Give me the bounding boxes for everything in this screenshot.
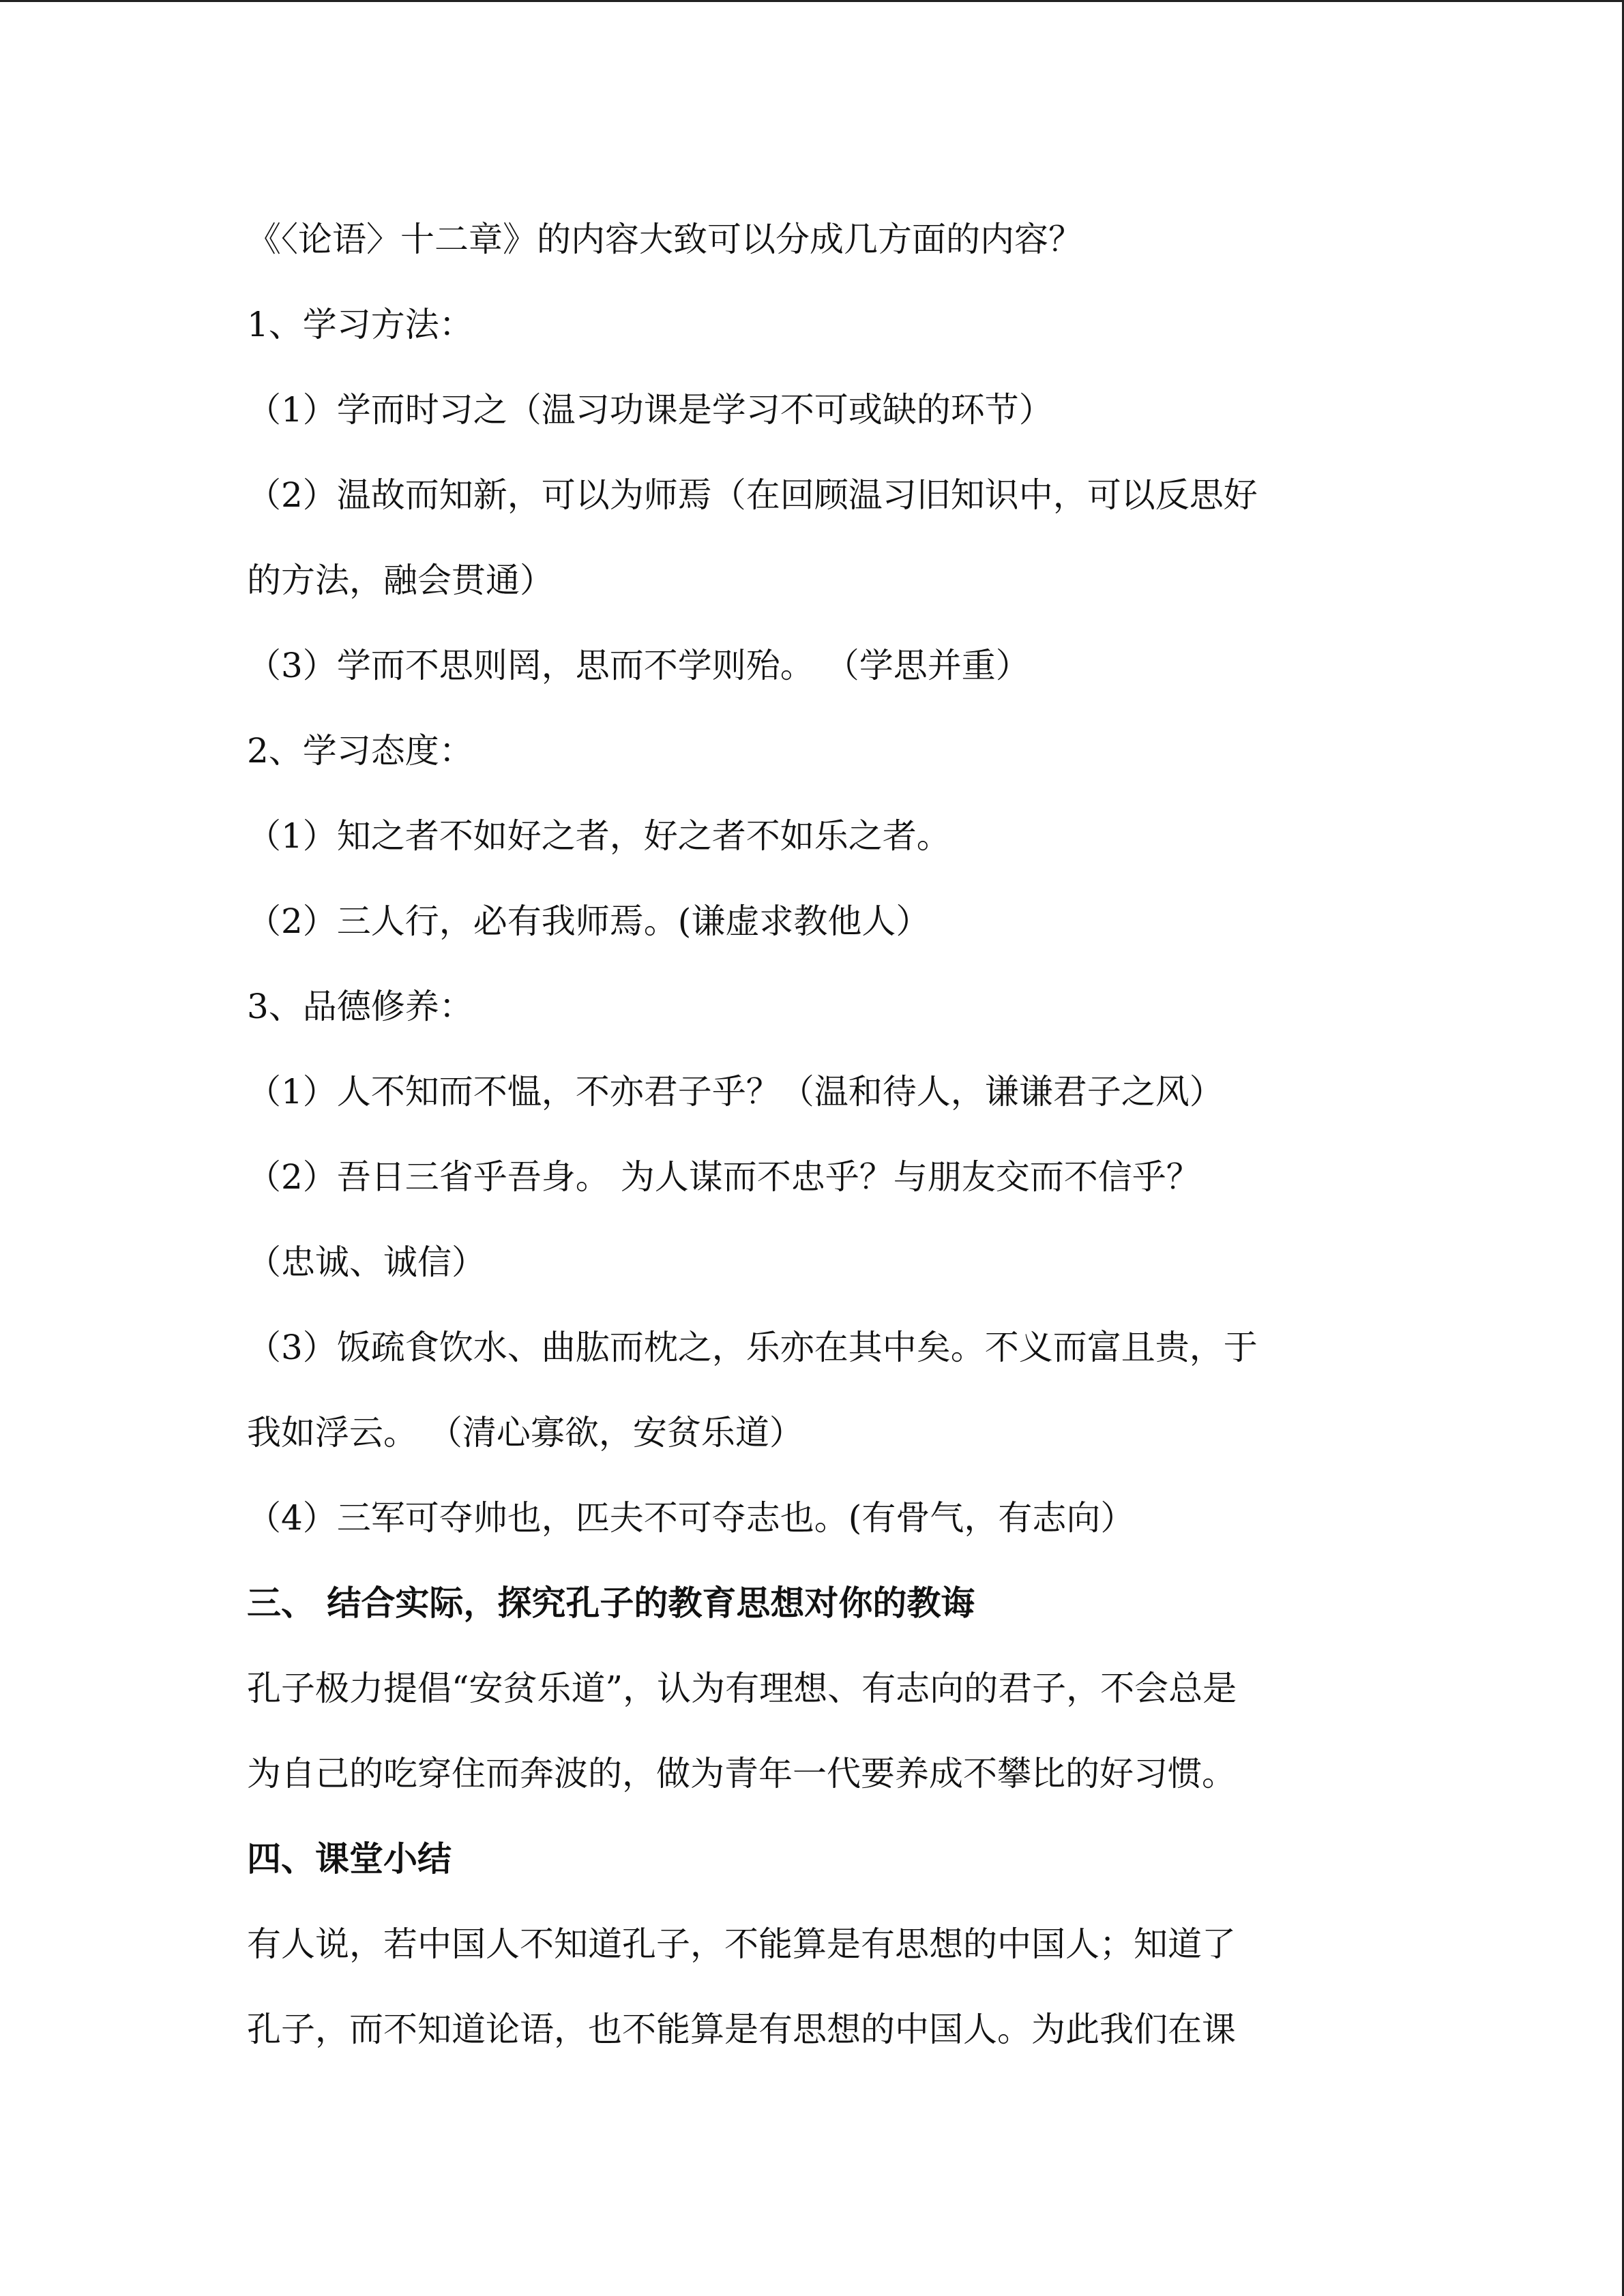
text-line: （2）三人行，必有我师焉。(谦虚求教他人） xyxy=(247,901,930,941)
text-line: （3）学而不思则罔，思而不学则殆。 （学思并重） xyxy=(247,646,1030,685)
heading-section-four: 四、课堂小结 xyxy=(247,1839,452,1879)
text-line: （1）知之者不如好之者，好之者不如乐之者。 xyxy=(247,816,951,856)
section-learning-method: 1、学习方法： xyxy=(247,305,473,344)
page-top-border xyxy=(0,0,1624,2)
text-line: （3）饭疏食饮水、曲肱而枕之，乐亦在其中矣。不义而富且贵，于 xyxy=(247,1328,1258,1367)
text-line: （1）学而时习之（温习功课是学习不可或缺的环节） xyxy=(247,390,1053,430)
section-learning-attitude: 2、学习态度： xyxy=(247,731,473,771)
section-moral-cultivation: 3、品德修养： xyxy=(247,987,473,1026)
text-line: 我如浮云。 （清心寡欲，安贫乐道） xyxy=(247,1413,803,1452)
text-line: （4）三军可夺帅也，匹夫不可夺志也。(有骨气，有志向） xyxy=(247,1498,1135,1538)
heading-section-three: 三、 结合实际，探究孔子的教育思想对你的教诲 xyxy=(247,1583,975,1623)
text-line: 孔子，而不知道论语，也不能算是有思想的中国人。为此我们在课 xyxy=(247,2010,1236,2049)
text-line: 有人说，若中国人不知道孔子，不能算是有思想的中国人；知道了 xyxy=(247,1924,1236,1964)
text-line: 孔子极力提倡“安贫乐道”，认为有理想、有志向的君子，不会总是 xyxy=(247,1669,1237,1708)
text-line: （忠诚、诚信） xyxy=(247,1242,486,1282)
text-line: （2）温故而知新，可以为师焉（在回顾温习旧知识中，可以反思好 xyxy=(247,475,1258,515)
text-line: （2）吾日三省乎吾身。 为人谋而不忠乎？与朋友交而不信乎？ xyxy=(247,1157,1200,1197)
text-line: 的方法，融会贯通） xyxy=(247,561,554,600)
text-line: 为自己的吃穿住而奔波的，做为青年一代要养成不攀比的好习惯。 xyxy=(247,1754,1236,1793)
question-line: 《〈论语〉十二章》的内容大致可以分成几方面的内容？ xyxy=(247,220,1082,259)
text-line: （1）人不知而不愠，不亦君子乎？（温和待人，谦谦君子之风） xyxy=(247,1072,1224,1112)
